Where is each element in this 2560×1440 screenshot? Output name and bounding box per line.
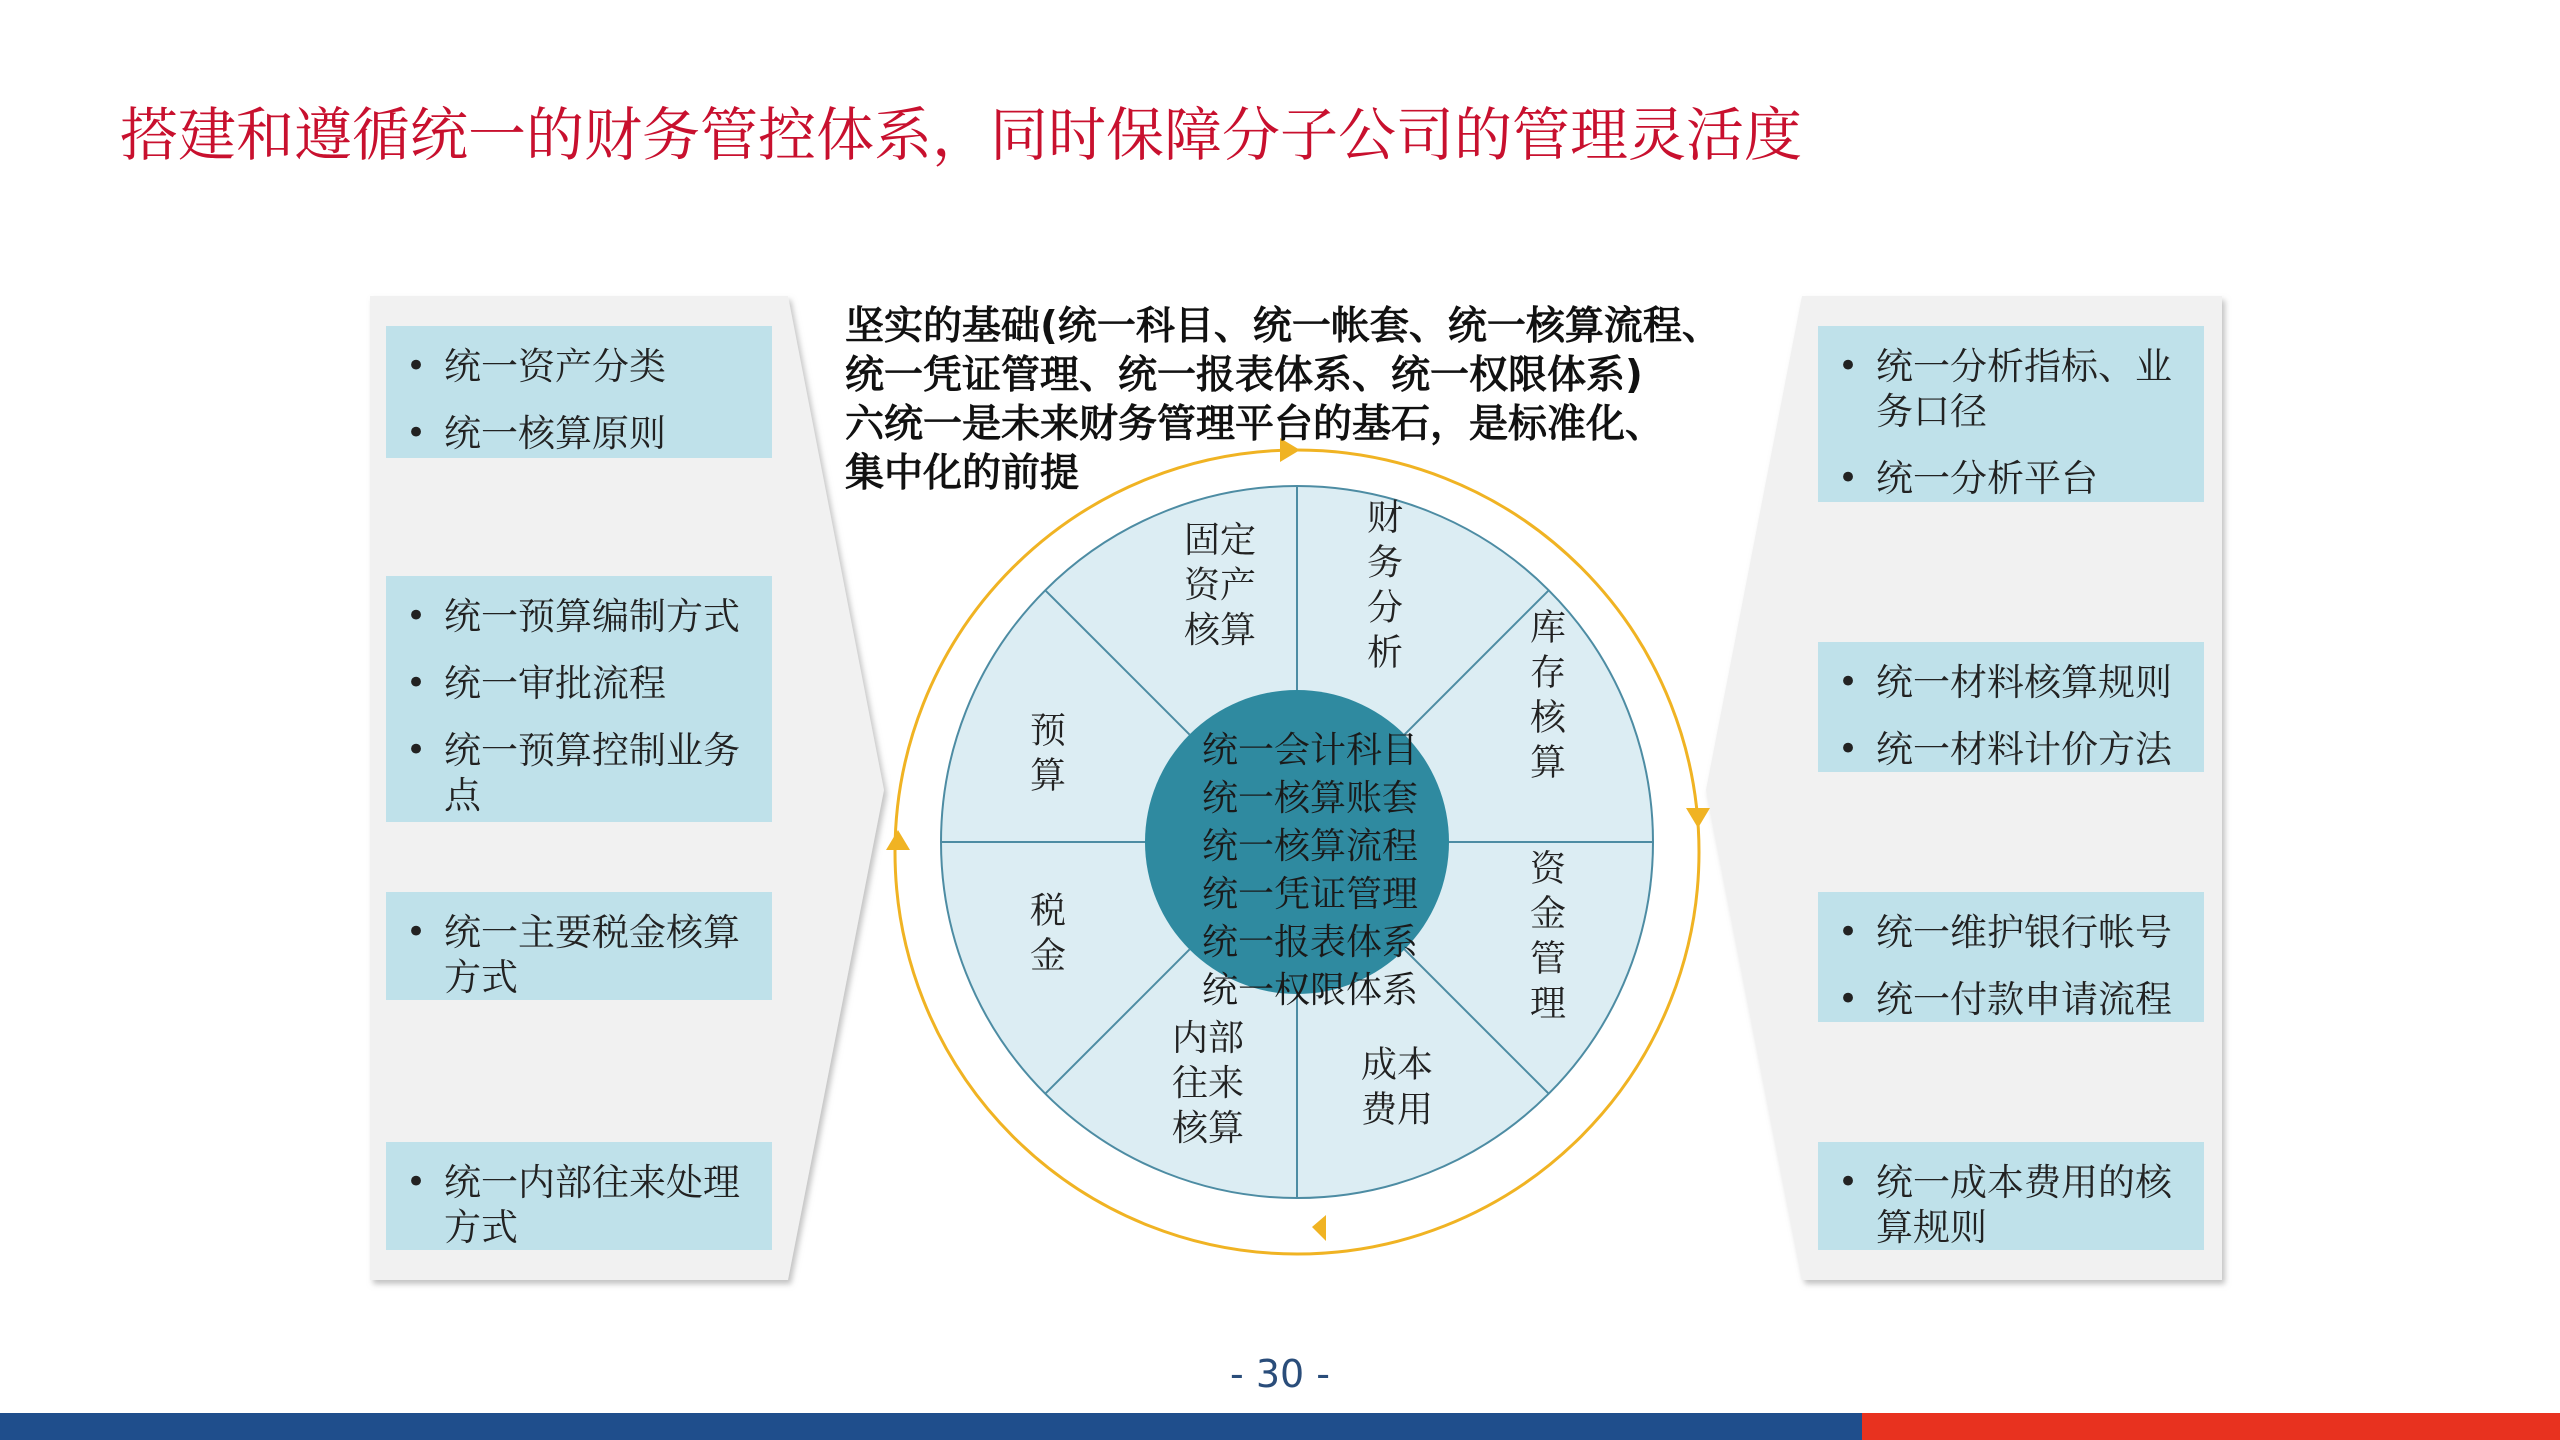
segment-label: 预 xyxy=(1029,710,1067,752)
arc-arrow-left xyxy=(886,830,910,850)
list-item: • 统一核算原则 xyxy=(406,411,762,456)
headline-line: 集中化的前提 xyxy=(845,451,1080,496)
footer-bar-blue xyxy=(0,1413,1862,1440)
segment-label: 务 xyxy=(1366,542,1404,584)
segment-label: 存 xyxy=(1529,652,1567,694)
segment-label: 理 xyxy=(1529,983,1567,1025)
segment-label: 财 xyxy=(1366,497,1404,539)
segment-label: 库 xyxy=(1529,607,1567,649)
headline-text xyxy=(845,302,1785,498)
segment-label: 管 xyxy=(1529,938,1567,980)
list-item: • 统一材料核算规则 xyxy=(1838,660,2194,705)
segment-label: 固定 xyxy=(1183,520,1257,561)
segment-label: 资 xyxy=(1529,848,1567,890)
segment-label: 资产 xyxy=(1183,565,1257,606)
headline-line: 六统一是未来财务管理平台的基石，是标准化、 xyxy=(845,402,1665,447)
list-item: • 统一预算编制方式 xyxy=(406,594,762,639)
list-item: • 统一材料计价方法 xyxy=(1838,727,2194,772)
list-item: • 统一分析指标、业务口径 xyxy=(1838,344,2194,434)
segment-label: 税 xyxy=(1029,890,1067,932)
hub-label: 统一核算账套 xyxy=(1202,778,1419,819)
list-item: • 统一成本费用的核算规则 xyxy=(1838,1160,2194,1250)
segment-label: 算 xyxy=(1029,755,1067,797)
segment-label: 费用 xyxy=(1360,1089,1434,1131)
hub-label: 统一会计科目 xyxy=(1202,730,1419,771)
list-item: • 统一分析平台 xyxy=(1838,456,2194,501)
list-item: • 统一内部往来处理方式 xyxy=(406,1160,762,1250)
segment-label: 分 xyxy=(1366,587,1404,629)
list-item: • 统一维护银行帐号 xyxy=(1838,910,2194,955)
hub-label: 统一报表体系 xyxy=(1202,922,1419,963)
list-item: • 统一资产分类 xyxy=(406,344,762,389)
list-item: • 统一主要税金核算方式 xyxy=(406,910,762,1000)
segment-label: 析 xyxy=(1366,632,1404,674)
segment-label: 金 xyxy=(1529,893,1567,935)
segment-label: 往来 xyxy=(1171,1063,1245,1104)
headline-line: 统一凭证管理、统一报表体系、统一权限体系) xyxy=(845,353,1643,398)
list-item: • 统一付款申请流程 xyxy=(1838,977,2194,1022)
arc-arrow-bottom xyxy=(1312,1215,1326,1241)
segment-label: 算 xyxy=(1529,742,1567,784)
hub-label: 统一凭证管理 xyxy=(1202,874,1419,915)
footer-bar-red xyxy=(1862,1413,2560,1440)
segment-label: 金 xyxy=(1029,935,1067,977)
page-number: - 30 - xyxy=(1230,1352,1330,1396)
headline-line: 坚实的基础(统一科目、统一帐套、统一核算流程、 xyxy=(845,304,1721,349)
arc-arrow-right xyxy=(1686,808,1710,828)
segment-label: 核算 xyxy=(1183,610,1257,651)
hub-label: 统一核算流程 xyxy=(1202,826,1419,867)
page-title: 搭建和遵循统一的财务管控体系，同时保障分子公司的管理灵活度 xyxy=(120,101,1803,169)
list-item: • 统一预算控制业务点 xyxy=(406,728,762,818)
segment-label: 核算 xyxy=(1171,1108,1245,1149)
hub-label: 统一权限体系 xyxy=(1202,970,1419,1011)
segment-label: 成本 xyxy=(1360,1044,1434,1086)
list-item: • 统一审批流程 xyxy=(406,661,762,706)
segment-label: 内部 xyxy=(1171,1018,1245,1059)
segment-label: 核 xyxy=(1529,697,1567,739)
